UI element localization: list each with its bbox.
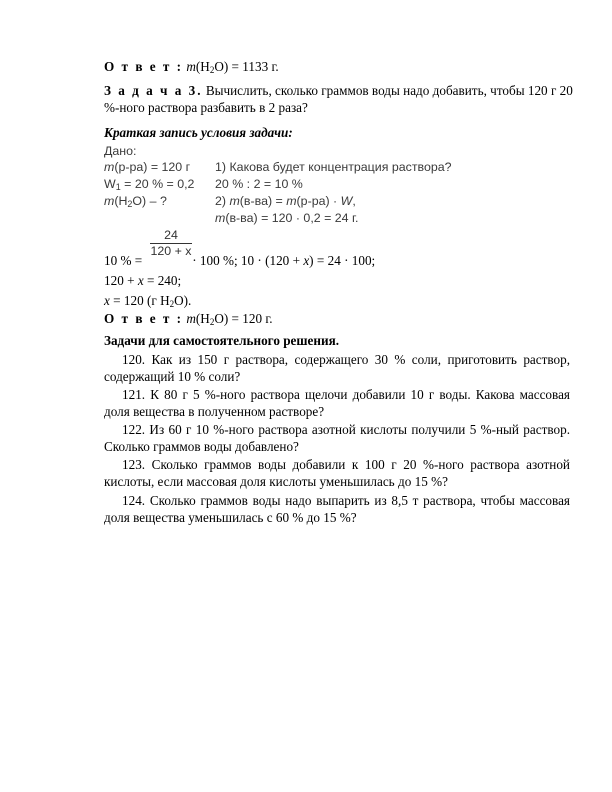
eq-part: = 240; bbox=[146, 273, 182, 288]
equation-1 bbox=[104, 252, 375, 269]
formula-subscript: 2 bbox=[209, 317, 215, 327]
short-note-heading: Краткая запись условия задачи: bbox=[104, 125, 293, 140]
problem-122: 122. Из 60 г 10 %-ного раствора азотной кислоты получили 5 %-ный раствор. Сколько граммов воды добавлено? bbox=[104, 422, 570, 454]
problem-120: 120. Как из 150 г раствора, содержащего 30 % соли, приготовить раствор, содержащий 10 % соли? bbox=[104, 352, 570, 384]
eq-right: · 100 %; 10 · (120 + bbox=[192, 253, 301, 268]
given-row3-right: 2) m(в-ва) = m(р-ра) · W, bbox=[215, 194, 356, 208]
variable-x: x bbox=[303, 253, 310, 268]
fraction-numerator: 24 bbox=[164, 228, 178, 242]
problem-121: 121. К 80 г 5 %-ного раствора щелочи добавили 10 г воды. Какова массовая доля вещества в полученном растворе? bbox=[104, 387, 570, 419]
formula-part: (H bbox=[195, 311, 210, 326]
formula-subscript: 2 bbox=[209, 65, 215, 75]
answer-line-1 bbox=[104, 58, 279, 75]
w-subscript: 1 bbox=[115, 182, 121, 192]
eq-part: 120 + bbox=[104, 273, 135, 288]
eq-left: 10 % = bbox=[104, 253, 143, 268]
given-text: (р-ра) = 120 г bbox=[114, 160, 191, 174]
answer-label: О т в е т : bbox=[104, 59, 184, 74]
mass-symbol: m bbox=[186, 311, 196, 326]
w-symbol: W bbox=[104, 177, 116, 191]
given-text: (H bbox=[114, 194, 128, 208]
mass-symbol: m bbox=[186, 59, 196, 74]
given-row2-left bbox=[104, 176, 194, 192]
equation-2 bbox=[104, 272, 181, 289]
answer-label: О т в е т : bbox=[104, 311, 184, 326]
given-row3-left: $m(H_2O)$ – ? bbox=[104, 194, 167, 209]
problem-124: 124. Сколько граммов воды надо выпарить из 8,5 т раствора, чтобы массовая доля вещества уменьшилась с 60 % до 15 %? bbox=[104, 493, 570, 525]
formula-part: (H bbox=[195, 59, 210, 74]
formula-subscript: 2 bbox=[169, 299, 175, 309]
eq-right: ) = 24 · 100; bbox=[309, 253, 376, 268]
fraction-denominator: 120 + x bbox=[150, 244, 192, 258]
task3-line-2: %-ного раствора разбавить в 2 раза? bbox=[104, 100, 308, 115]
problem-123: 123. Сколько граммов воды добавили к 100 г 20 %-ного раствора азотной кислоты, если массовая доля кислоты уменьшилась до 15 %? bbox=[104, 457, 570, 489]
task-text: Вычислить, сколько граммов воды надо добавить, чтобы 120 г 20 bbox=[205, 83, 573, 98]
variable-x: x bbox=[104, 293, 110, 308]
task-label: З а д а ч а 3. bbox=[104, 83, 203, 98]
self-study-heading: Задачи для самостоятельного решения. bbox=[104, 333, 340, 348]
given-row2-right: 20 % : 2 = 10 % bbox=[215, 177, 303, 191]
eq-part: O). bbox=[174, 293, 192, 308]
equation-3 bbox=[104, 292, 191, 309]
answer-line-2 bbox=[104, 310, 273, 327]
given-row1-left: m(р-ра) = 120 г bbox=[104, 160, 191, 174]
formula-subscript: 2 bbox=[127, 199, 133, 209]
formula-part: O) = 120 г. bbox=[214, 311, 273, 326]
eq-part: = 120 (г H bbox=[113, 293, 170, 308]
given-row1-right: 1) Какова будет концентрация раствора? bbox=[215, 160, 452, 174]
task3-line-1 bbox=[104, 82, 573, 99]
formula-part: O) = 1133 г. bbox=[214, 59, 279, 74]
given-title: Дано: bbox=[104, 144, 137, 158]
given-text: O) – ? bbox=[132, 194, 167, 208]
given-row4-right: m(в-ва) = 120 · 0,2 = 24 г. bbox=[215, 211, 359, 225]
variable-x: x bbox=[137, 273, 144, 288]
given-text: = 20 % = 0,2 bbox=[120, 177, 195, 191]
